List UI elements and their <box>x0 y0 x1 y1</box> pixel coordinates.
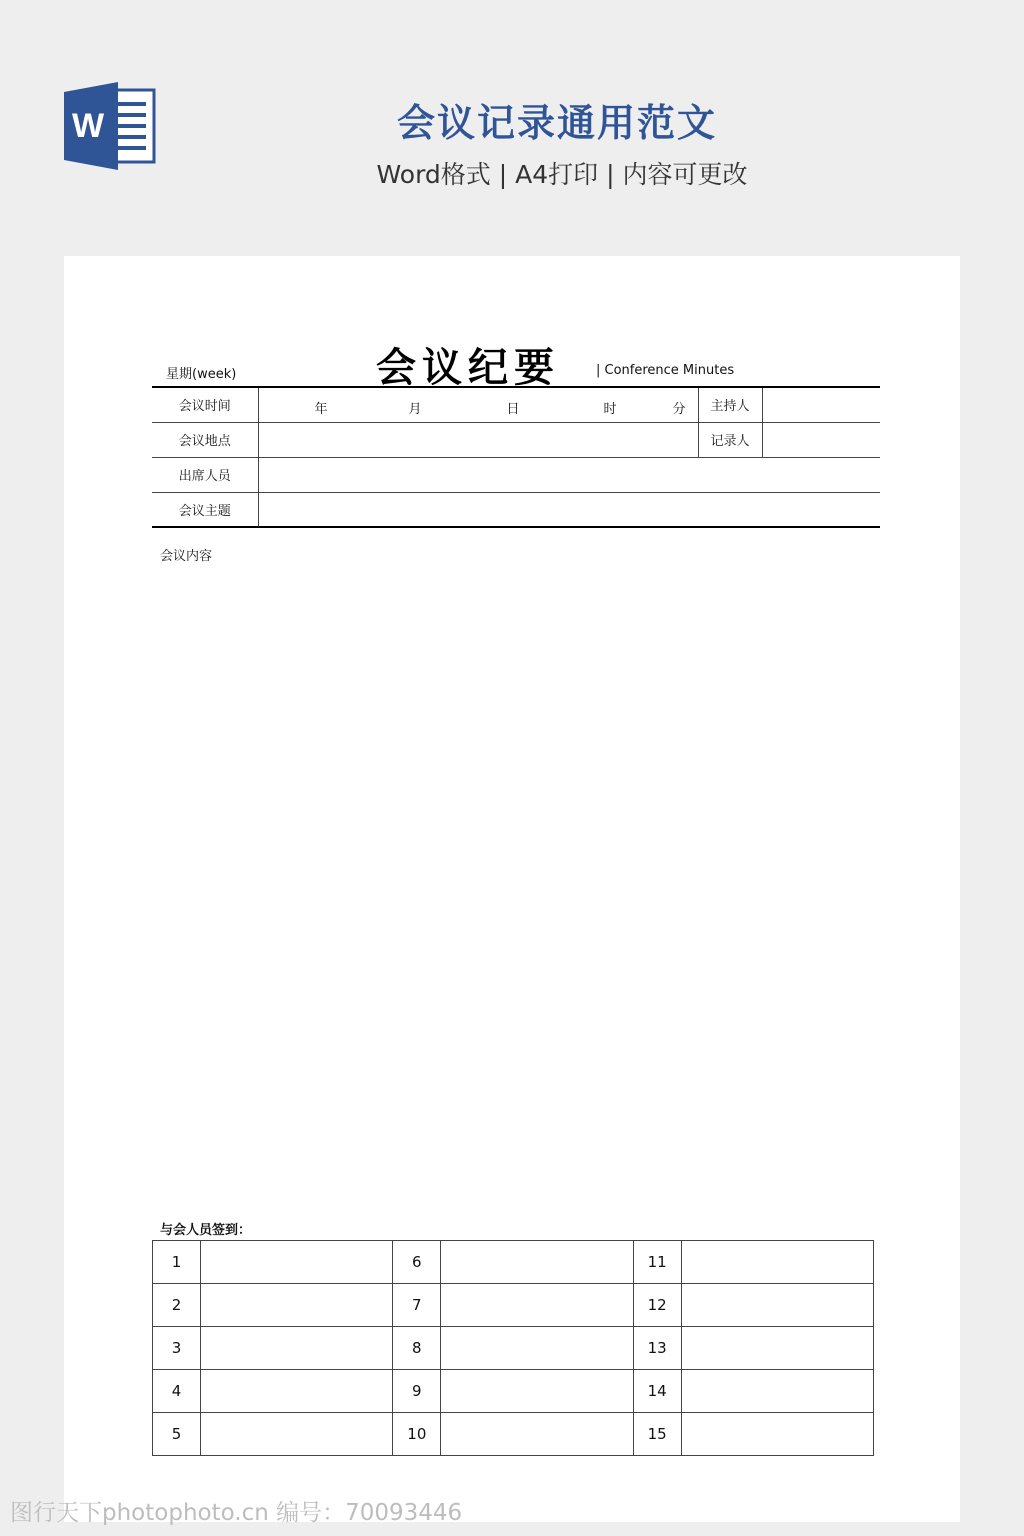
year-label: 年 <box>314 402 328 417</box>
topic-label: 会议主题 <box>152 492 258 527</box>
meeting-time-field[interactable] <box>258 387 698 422</box>
attendees-field[interactable] <box>258 457 880 492</box>
signin-number: 4 <box>153 1370 201 1413</box>
signin-row <box>153 1327 874 1370</box>
signin-number: 1 <box>153 1241 201 1284</box>
meeting-info-table <box>152 386 880 528</box>
signin-cell[interactable] <box>201 1327 393 1370</box>
signin-number: 12 <box>633 1284 681 1327</box>
signin-cell[interactable] <box>681 1413 873 1456</box>
day-label: 日 <box>506 402 520 417</box>
signin-number: 13 <box>633 1327 681 1370</box>
signin-number: 6 <box>393 1241 441 1284</box>
document-title: 会议纪要 <box>376 344 560 391</box>
meeting-place-field[interactable] <box>258 422 698 457</box>
signin-row <box>153 1241 874 1284</box>
banner-subtitle: Word格式 | A4打印 | 内容可更改 <box>376 160 748 189</box>
attendees-row <box>152 457 880 492</box>
signin-number: 3 <box>153 1327 201 1370</box>
signin-cell[interactable] <box>441 1327 633 1370</box>
recorder-field[interactable] <box>762 422 880 457</box>
signin-cell[interactable] <box>441 1413 633 1456</box>
signin-cell[interactable] <box>441 1370 633 1413</box>
signin-cell[interactable] <box>681 1241 873 1284</box>
signin-label: 与会人员签到： <box>160 1223 252 1238</box>
signin-number: 15 <box>633 1413 681 1456</box>
topic-row <box>152 492 880 527</box>
signin-cell[interactable] <box>441 1241 633 1284</box>
signin-cell[interactable] <box>681 1370 873 1413</box>
banner-title: 会议记录通用范文 <box>396 101 717 145</box>
signin-cell[interactable] <box>201 1284 393 1327</box>
meeting-time-row <box>152 387 880 422</box>
host-field[interactable] <box>762 387 880 422</box>
signin-cell[interactable] <box>681 1327 873 1370</box>
signin-cell[interactable] <box>201 1413 393 1456</box>
signin-cell[interactable] <box>201 1370 393 1413</box>
minute-label: 分 <box>672 402 686 417</box>
signin-row <box>153 1370 874 1413</box>
topic-field[interactable] <box>258 492 880 527</box>
word-icon-letter: W <box>71 107 105 145</box>
signin-table <box>152 1240 874 1456</box>
week-label: 星期(week) <box>166 367 237 382</box>
signin-row <box>153 1413 874 1456</box>
month-label: 月 <box>408 402 422 417</box>
document-sheet <box>64 256 960 1522</box>
signin-cell[interactable] <box>681 1284 873 1327</box>
signin-number: 5 <box>153 1413 201 1456</box>
meeting-place-row <box>152 422 880 457</box>
signin-number: 10 <box>393 1413 441 1456</box>
signin-number: 8 <box>393 1327 441 1370</box>
signin-number: 9 <box>393 1370 441 1413</box>
signin-number: 2 <box>153 1284 201 1327</box>
watermark: 图行天下photophoto.cn 编号：70093446 <box>10 1500 463 1526</box>
signin-number: 14 <box>633 1370 681 1413</box>
signin-cell[interactable] <box>201 1241 393 1284</box>
signin-row <box>153 1284 874 1327</box>
signin-number: 11 <box>633 1241 681 1284</box>
recorder-label: 记录人 <box>698 422 762 457</box>
document-subtitle: | Conference Minutes <box>596 363 735 378</box>
host-label: 主持人 <box>698 387 762 422</box>
signin-cell[interactable] <box>441 1284 633 1327</box>
attendees-label: 出席人员 <box>152 457 258 492</box>
meeting-content-label: 会议内容 <box>160 549 213 564</box>
meeting-place-label: 会议地点 <box>152 422 258 457</box>
meeting-time-label: 会议时间 <box>152 387 258 422</box>
signin-number: 7 <box>393 1284 441 1327</box>
hour-label: 时 <box>603 402 617 417</box>
